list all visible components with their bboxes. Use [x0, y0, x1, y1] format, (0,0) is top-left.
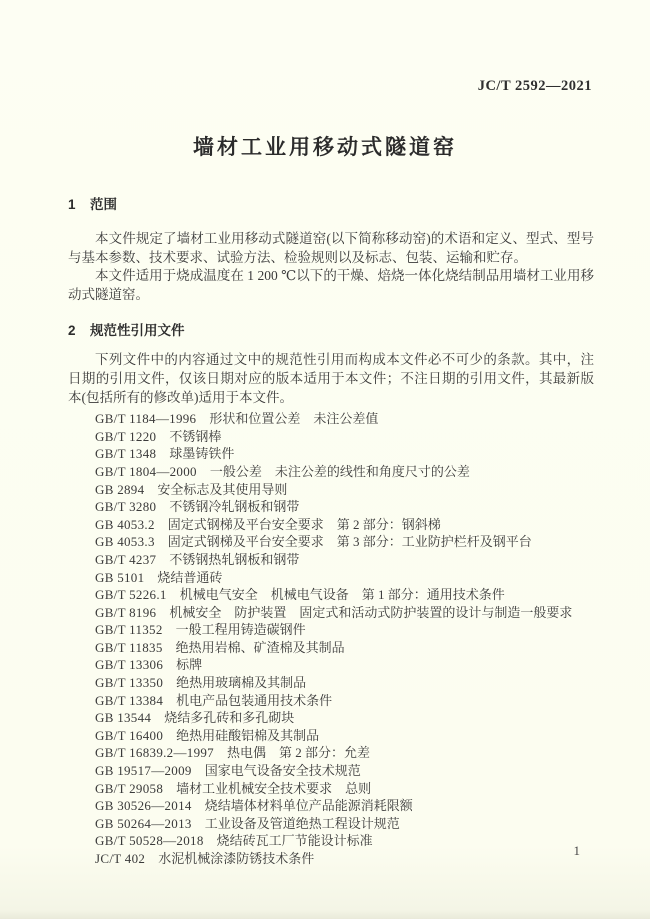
reference-title: 机械安全 防护装置 固定式和活动式防护装置的设计与制造一般要求 [169, 604, 573, 620]
reference-code: GB/T 13350 [95, 675, 164, 691]
reference-code: GB/T 29058 [95, 780, 164, 796]
reference-item [95, 428, 594, 446]
reference-title: 形状和位置公差 未注公差值 [209, 411, 379, 427]
reference-item [95, 815, 594, 833]
reference-title: 一般工程用铸造碳钢件 [175, 622, 306, 638]
reference-code: GB 13544 [95, 710, 152, 726]
reference-code: GB 30526—2014 [95, 798, 192, 814]
section-1-body [68, 230, 594, 304]
reference-item [95, 639, 594, 657]
section-1-heading [68, 195, 594, 215]
reference-title: 不锈钢棒 [169, 428, 222, 444]
reference-code: GB/T 11835 [95, 639, 163, 655]
reference-title: 不锈钢冷轧钢板和钢带 [169, 499, 300, 515]
reference-code: GB 19517—2009 [95, 763, 192, 779]
paragraph: 本文件规定了墙材工业用移动式隧道窑(以下简称移动窑)的术语和定义、型式、型号与基本参数、技术要求、试验方法、检验规则以及标志、包装、运输和贮存。 [68, 231, 594, 265]
reference-item [95, 621, 594, 639]
reference-item [95, 744, 594, 762]
reference-item [95, 762, 594, 780]
reference-code: GB/T 1220 [95, 428, 157, 444]
reference-item [95, 656, 594, 674]
paragraph: 下列文件中的内容通过文中的规范性引用而构成本文件必不可少的条款。其中，注日期的引用文件，仅该日期对应的版本适用于本文件；不注日期的引用文件，其最新版本(包括所有的修改单)适用于本文件。 [68, 352, 594, 405]
reference-code: GB/T 16400 [95, 727, 164, 743]
reference-item [95, 674, 594, 692]
reference-title: 烧结墙体材料单位产品能源消耗限额 [204, 798, 413, 814]
reference-item [95, 692, 594, 710]
reference-title: 固定式钢梯及平台安全要求 第 3 部分：工业防护栏杆及钢平台 [167, 534, 532, 550]
reference-item [95, 604, 594, 622]
reference-code: GB/T 11352 [95, 622, 163, 638]
reference-title: 绝热用硅酸铝棉及其制品 [176, 727, 320, 743]
reference-title: 热电偶 第 2 部分：允差 [226, 745, 370, 761]
reference-item [95, 481, 594, 499]
reference-item [95, 832, 594, 850]
reference-item [95, 410, 594, 428]
reference-code: GB/T 16839.2—1997 [95, 745, 214, 761]
reference-code: JC/T 402 [95, 851, 146, 866]
reference-code: GB/T 1184—1996 [95, 411, 197, 427]
reference-title: 墙材工业机械安全技术要求 总则 [176, 780, 372, 796]
page-number: 1 [573, 843, 580, 858]
reference-code: GB/T 1348 [95, 446, 157, 462]
reference-item [95, 586, 594, 604]
reference-item [95, 551, 594, 569]
section-2-heading [68, 321, 594, 341]
reference-title: 绝热用岩棉、矿渣棉及其制品 [175, 639, 345, 655]
reference-code: GB/T 1804—2000 [95, 463, 197, 479]
section-2-number: 2 [68, 323, 76, 339]
reference-code: GB 4053.3 [95, 534, 155, 550]
reference-code: GB/T 13306 [95, 657, 164, 673]
reference-title: 一般公差 未注公差的线性和角度尺寸的公差 [209, 463, 470, 479]
reference-code: GB 4053.2 [95, 516, 155, 532]
reference-code: GB 5101 [95, 569, 145, 585]
reference-item [95, 727, 594, 745]
reference-title: 烧结多孔砖和多孔砌块 [164, 710, 295, 726]
reference-title: 机械电气安全 机械电气设备 第 1 部分：通用技术条件 [179, 587, 505, 603]
paragraph: 本文件适用于烧成温度在 1 200 ℃以下的干燥、焙烧一体化烧结制品用墙材工业用移动式隧道窑。 [68, 268, 594, 302]
reference-item [95, 780, 594, 798]
document-title: 墙材工业用移动式隧道窑 [193, 136, 457, 159]
reference-title: 烧结普通砖 [157, 569, 223, 585]
reference-item [95, 797, 594, 815]
reference-title: 安全标志及其使用导则 [157, 481, 288, 497]
reference-item [95, 445, 594, 463]
reference-title: 工业设备及管道绝热工程设计规范 [204, 815, 400, 831]
reference-title: 国家电气设备安全技术规范 [204, 763, 361, 779]
references-list [68, 410, 594, 867]
reference-code: GB/T 13384 [95, 692, 164, 708]
reference-code: GB/T 3280 [95, 499, 157, 515]
reference-item [95, 533, 594, 551]
reference-code: GB/T 4237 [95, 551, 157, 567]
reference-item [95, 569, 594, 587]
section-1-number: 1 [68, 197, 76, 212]
reference-title: 标牌 [176, 657, 203, 673]
reference-title: 水泥机械涂漆防锈技术条件 [158, 851, 315, 866]
reference-code: GB/T 8196 [95, 604, 157, 620]
reference-title: 绝热用玻璃棉及其制品 [176, 675, 307, 691]
reference-code: GB/T 50528—2018 [95, 833, 204, 849]
reference-item [95, 709, 594, 727]
standard-number: JC/T 2592—2021 [477, 78, 592, 94]
document-content [68, 195, 594, 868]
reference-item [95, 498, 594, 516]
reference-code: GB 50264—2013 [95, 815, 192, 831]
reference-title: 烧结砖瓦工厂节能设计标准 [216, 833, 373, 849]
reference-code: GB 2894 [95, 481, 145, 497]
reference-item [95, 516, 594, 534]
reference-title: 机电产品包装通用技术条件 [176, 692, 333, 708]
reference-item [95, 463, 594, 481]
reference-title: 固定式钢梯及平台安全要求 第 2 部分：钢斜梯 [167, 516, 441, 532]
reference-item [95, 850, 594, 868]
reference-code: GB/T 5226.1 [95, 587, 167, 603]
section-2-title: 规范性引用文件 [90, 323, 185, 339]
section-1-title: 范围 [90, 197, 117, 212]
section-2-body [68, 351, 594, 407]
reference-title: 球墨铸铁件 [169, 446, 235, 462]
reference-title: 不锈钢热轧钢板和钢带 [169, 551, 300, 567]
